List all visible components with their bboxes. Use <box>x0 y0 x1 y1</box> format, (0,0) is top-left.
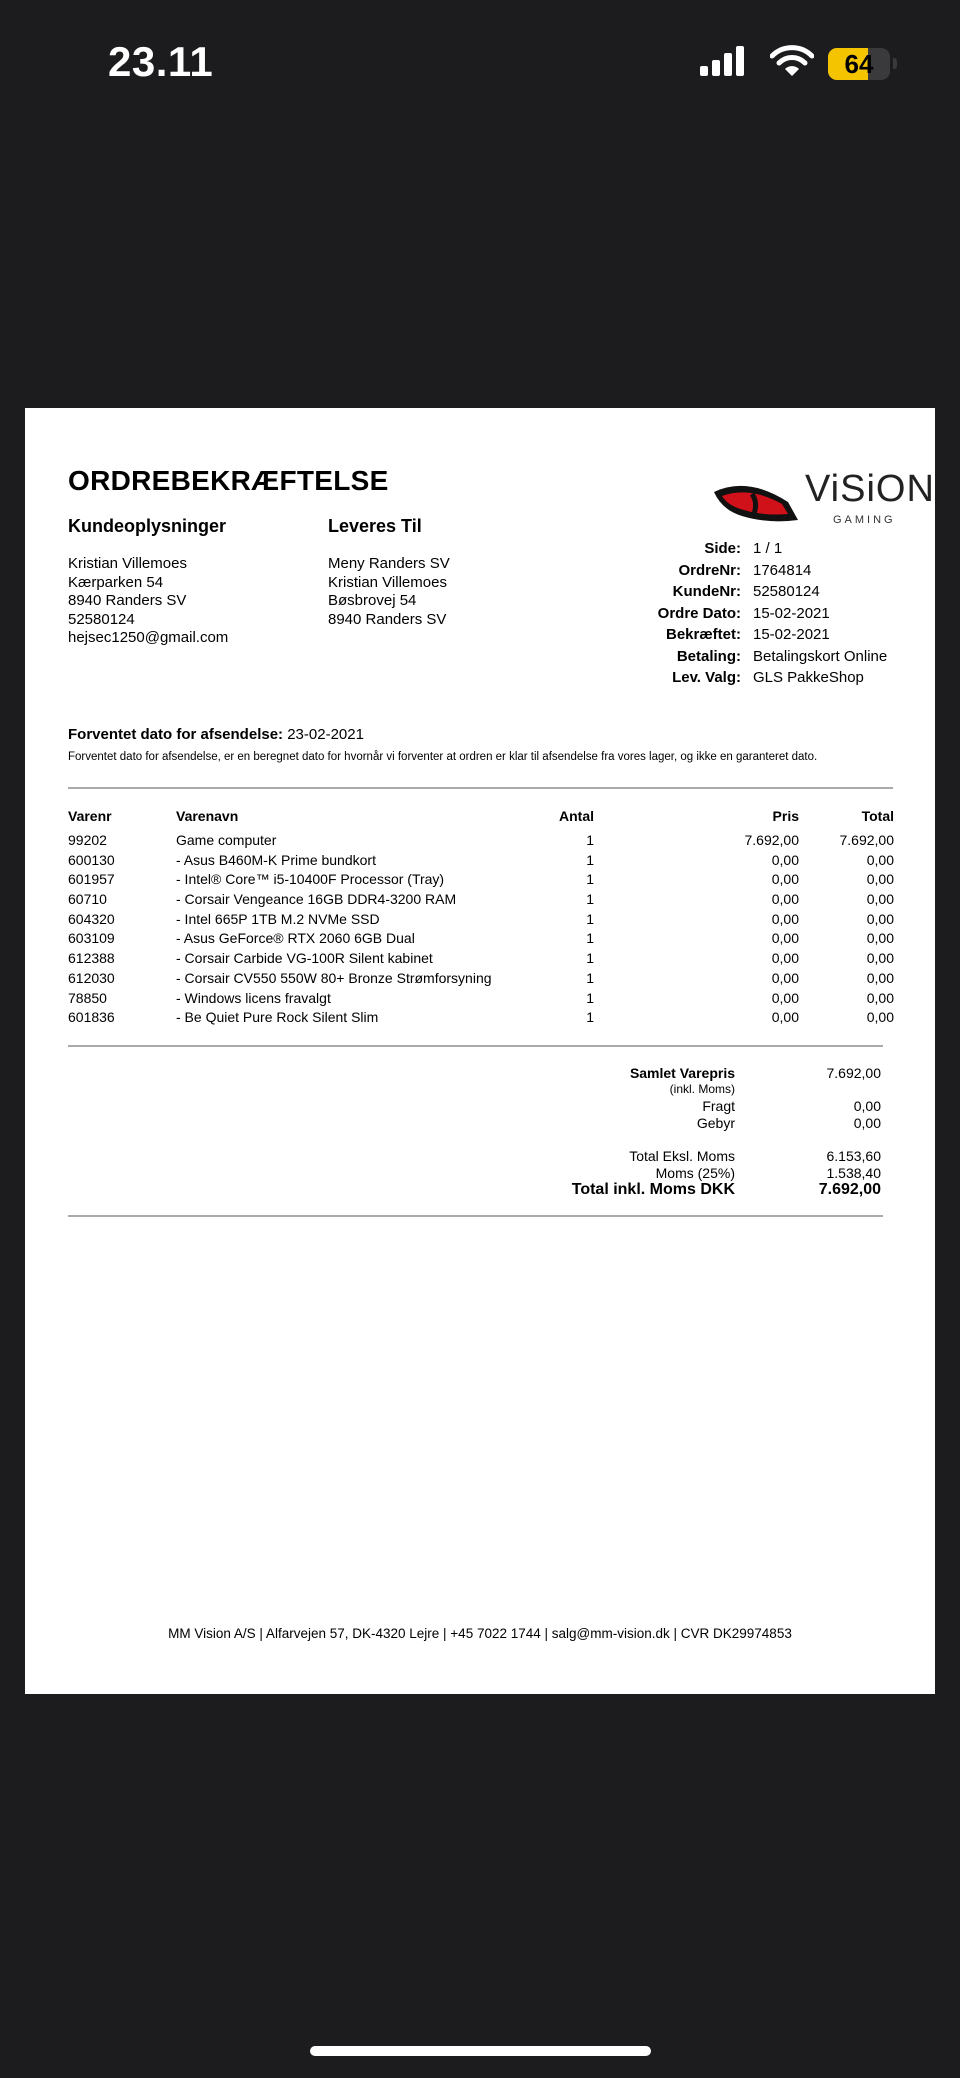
grand-total-value: 7.692,00 <box>818 1181 881 1198</box>
meta-label: Lev. Valg: <box>672 669 741 686</box>
meta-value: 1764814 <box>753 561 812 579</box>
meta-label: Bekræftet: <box>665 626 741 643</box>
order-confirmation-document <box>25 408 935 1694</box>
table-row <box>68 871 908 891</box>
item-quantity: 1 <box>586 1009 594 1026</box>
item-quantity: 1 <box>586 871 594 888</box>
home-indicator[interactable] <box>310 2046 651 2056</box>
freight-value: 0,00 <box>853 1098 881 1114</box>
item-price: 0,00 <box>771 930 799 947</box>
divider <box>68 787 893 789</box>
item-number: 78850 <box>68 989 107 1006</box>
delivery-line: Kristian Villemoes <box>328 573 447 591</box>
customer-line: 52580124 <box>68 610 135 628</box>
customer-line: Kærparken 54 <box>68 573 164 591</box>
meta-label: KundeNr: <box>672 583 741 600</box>
item-name: - Windows licens fravalgt <box>176 989 331 1006</box>
item-total: 0,00 <box>866 851 894 868</box>
meta-row <box>550 538 887 560</box>
meta-label: Ordre Dato: <box>657 604 741 622</box>
freight-label: Fragt <box>702 1098 735 1114</box>
meta-value: 15-02-2021 <box>753 626 830 643</box>
divider <box>68 1215 883 1217</box>
meta-row <box>550 667 887 689</box>
table-row <box>68 852 908 872</box>
delivery-address <box>328 555 450 629</box>
delivery-line: 8940 Randers SV <box>328 610 447 628</box>
item-quantity: 1 <box>586 910 594 927</box>
table-row <box>68 970 908 990</box>
item-number: 612388 <box>68 950 115 967</box>
item-number: 60710 <box>68 891 107 908</box>
col-header-qty: Antal <box>559 808 594 824</box>
table-row <box>68 930 908 950</box>
item-total: 0,00 <box>866 930 894 947</box>
item-name: - Intel® Core™ i5-10400F Processor (Tray) <box>176 871 445 888</box>
vision-gaming-logo <box>680 468 935 530</box>
delivery-heading: Leveres Til <box>328 516 422 536</box>
item-number: 99202 <box>68 832 107 848</box>
meta-row <box>550 624 887 646</box>
item-name: - Corsair CV550 550W 80+ Bronze Strømforsyning <box>176 969 492 986</box>
col-header-total: Total <box>861 808 894 824</box>
shipping-date <box>68 726 364 743</box>
customer-heading: Kundeoplysninger <box>68 516 227 536</box>
meta-label: Betaling: <box>676 647 741 665</box>
meta-label: Side: <box>704 540 741 557</box>
order-lines <box>68 832 908 1029</box>
logo-subtitle: GAMING <box>833 514 896 526</box>
item-price: 0,00 <box>771 891 799 908</box>
logo-wordmark: ViSiON <box>805 468 935 510</box>
item-number: 600130 <box>68 851 115 868</box>
shipping-date-label: Forventet dato for afsendelse: <box>68 726 284 743</box>
col-header-nr: Varenr <box>68 808 112 824</box>
item-total: 0,00 <box>866 891 894 908</box>
fee-value: 0,00 <box>853 1115 881 1131</box>
item-total: 0,00 <box>866 969 894 986</box>
subtotal-value: 7.692,00 <box>826 1065 881 1081</box>
table-row <box>68 950 908 970</box>
battery-icon <box>828 48 890 80</box>
shipping-note: Forventet dato for afsendelse, er en beregnet dato for hvornår vi forventer at ordren er klar til afsendelse fra vores lager, og ikke en garanteret dato. <box>68 751 818 763</box>
table-row <box>68 911 908 931</box>
table-row <box>68 990 908 1010</box>
item-price: 0,00 <box>771 950 799 967</box>
item-total: 0,00 <box>866 871 894 888</box>
delivery-line: Bøsbrovej 54 <box>328 592 417 609</box>
item-price: 0,00 <box>771 851 799 868</box>
item-name: - Asus B460M-K Prime bundkort <box>176 851 376 868</box>
page-title: ORDREBEKRÆFTELSE <box>68 465 389 496</box>
delivery-line: Meny Randers SV <box>328 555 450 572</box>
item-number: 612030 <box>68 969 115 986</box>
item-price: 0,00 <box>771 1009 799 1026</box>
item-quantity: 1 <box>586 891 594 908</box>
customer-email: hejsec1250@gmail.com <box>68 629 229 646</box>
total-excl-vat-label: Total Eksl. Moms <box>629 1148 735 1164</box>
item-name: - Be Quiet Pure Rock Silent Slim <box>176 1009 379 1026</box>
meta-row <box>550 646 887 668</box>
meta-row <box>550 603 887 625</box>
item-name: - Asus GeForce® RTX 2060 6GB Dual <box>176 930 415 947</box>
battery-nub <box>893 58 897 69</box>
item-quantity: 1 <box>586 851 594 868</box>
cellular-signal-icon <box>700 46 748 76</box>
status-time: 23.11 <box>108 38 214 85</box>
subtotal-label: Samlet Varepris <box>629 1065 735 1081</box>
item-quantity: 1 <box>586 969 594 986</box>
item-quantity: 1 <box>586 950 594 967</box>
shipping-date-value: 23-02-2021 <box>287 726 364 743</box>
order-meta <box>550 538 887 689</box>
total-excl-vat-value: 6.153,60 <box>826 1148 881 1164</box>
item-number: 604320 <box>68 910 115 927</box>
item-quantity: 1 <box>586 989 594 1006</box>
table-row <box>68 832 908 852</box>
item-price: 0,00 <box>771 989 799 1006</box>
customer-address <box>68 555 228 648</box>
vat-included-note: (inkl. Moms) <box>669 1082 735 1096</box>
divider <box>68 1045 883 1047</box>
wifi-icon <box>770 44 814 78</box>
item-name: - Intel 665P 1TB M.2 NVMe SSD <box>176 910 380 927</box>
fee-label: Gebyr <box>696 1115 735 1131</box>
item-total: 0,00 <box>866 989 894 1006</box>
meta-label: OrdreNr: <box>678 561 741 579</box>
item-name: - Corsair Vengeance 16GB DDR4-3200 RAM <box>176 891 457 908</box>
item-number: 601836 <box>68 1009 115 1026</box>
meta-value: 15-02-2021 <box>753 604 830 622</box>
item-price: 0,00 <box>771 969 799 986</box>
battery-percent: 64 <box>844 49 874 79</box>
col-header-name: Varenavn <box>176 808 239 824</box>
meta-value: Betalingskort Online <box>753 647 888 665</box>
customer-line: 8940 Randers SV <box>68 592 187 609</box>
item-number: 601957 <box>68 871 115 888</box>
item-name: Game computer <box>176 832 277 848</box>
item-total: 0,00 <box>866 910 894 927</box>
meta-value: GLS PakkeShop <box>753 669 864 686</box>
meta-value: 1 / 1 <box>753 540 783 557</box>
meta-row <box>550 581 887 603</box>
col-header-price: Pris <box>772 808 799 824</box>
item-name: - Corsair Carbide VG-100R Silent kabinet <box>176 950 433 967</box>
item-total: 7.692,00 <box>839 832 894 848</box>
company-footer: MM Vision A/S | Alfarvejen 57, DK-4320 Lejre | +45 7022 1744 | salg@mm-vision.dk | CVR DK29974853 <box>168 1626 792 1641</box>
item-number: 603109 <box>68 930 115 947</box>
meta-row <box>550 560 887 582</box>
item-price: 7.692,00 <box>744 832 799 848</box>
table-row <box>68 1009 908 1029</box>
customer-line: Kristian Villemoes <box>68 555 187 572</box>
grand-total-label: Total inkl. Moms DKK <box>571 1181 735 1198</box>
item-price: 0,00 <box>771 871 799 888</box>
item-price: 0,00 <box>771 910 799 927</box>
item-total: 0,00 <box>866 1009 894 1026</box>
vat-value: 1.538,40 <box>826 1165 881 1181</box>
item-total: 0,00 <box>866 950 894 967</box>
meta-value: 52580124 <box>753 583 820 600</box>
vat-label: Moms (25%) <box>655 1165 735 1181</box>
item-quantity: 1 <box>586 930 594 947</box>
table-row <box>68 891 908 911</box>
item-quantity: 1 <box>586 832 594 848</box>
eye-icon <box>708 480 804 536</box>
